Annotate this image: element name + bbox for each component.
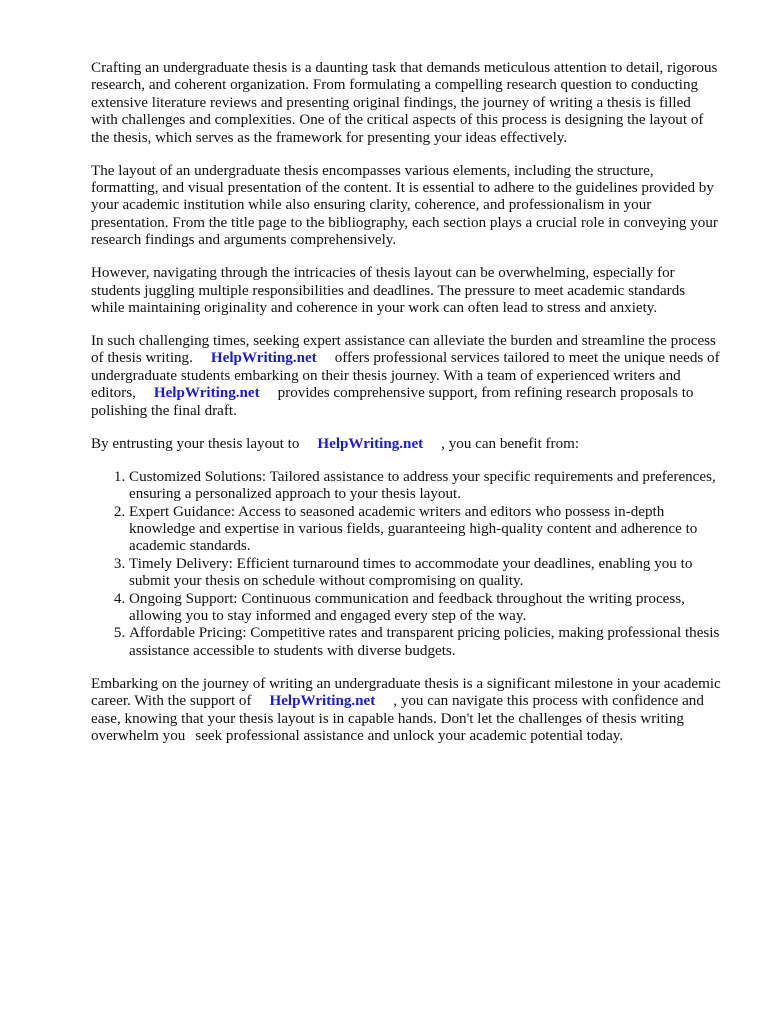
list-item: 2. Expert Guidance: Access to seasoned academic writers and editors who possess in-depth knowledge and expertise in various fields, guaranteeing high-quality content and adherence to academic standards. [129,504,721,556]
benefits-intro-text-1: By entrusting your thesis layout to [91,435,300,452]
helpwriting-link[interactable]: HelpWriting.net [210,350,317,367]
document-page [91,60,721,761]
intro-paragraph: Crafting an undergraduate thesis is a daunting task that demands meticulous attention to detail, rigorous research, and coherent organization. From formulating a compelling research question to conducting extensive literature reviews and presenting original findings, the journey of writing a thesis is filled with challenges and complexities. One of the critical aspects of this process is designing the layout of the thesis, which serves as the framework for presenting your ideas effectively. [91,60,718,146]
benefits-list [91,469,721,660]
assistance-text-3: provides comprehensive support, from refining research proposals to polishing the final draft. [91,385,694,419]
conclusion-text-3: seek professional assistance and unlock your academic potential today. [195,727,624,744]
list-item: 3. Timely Delivery: Efficient turnaround times to accommodate your deadlines, enabling you to submit your thesis on schedule without compromising on quality. [129,556,721,591]
helpwriting-link[interactable]: HelpWriting.net [269,693,376,710]
helpwriting-link[interactable]: HelpWriting.net [317,435,424,452]
conclusion-text-2: , you can navigate this process with confidence and ease, knowing that your thesis layout is in capable hands. Don't let the challenges of thesis writing overwhelm you [91,693,704,744]
list-item: 4. Ongoing Support: Continuous communication and feedback throughout the writing process, allowing you to stay informed and engaged every step of the way. [129,591,721,626]
assistance-paragraph [91,333,721,420]
list-item: 5. Affordable Pricing: Competitive rates and transparent pricing policies, making professional thesis assistance accessible to students with diverse budgets. [129,625,721,660]
assistance-text-2: offers professional services tailored to meet the unique needs of undergraduate students embarking on their thesis journey. With a team of experienced writers and editors, [91,350,720,402]
list-item: 1. Customized Solutions: Tailored assistance to address your specific requirements and preferences, ensuring a personalized approach to your thesis layout. [129,469,721,504]
assistance-text-1: In such challenging times, seeking expert assistance can alleviate the burden and streamline the process of thesis writing. [91,333,716,367]
layout-paragraph: The layout of an undergraduate thesis encompasses various elements, including the structure, formatting, and visual presentation of the content. It is essential to adhere to the guidelines provided by your academic institution while also ensuring clarity, coherence, and professionalism in your presentation. From the title page to the bibliography, each section plays a crucial role in conveying your research findings and arguments comprehensively. [91,162,718,249]
benefits-intro-text-2: , you can benefit from: [441,435,580,452]
benefits-intro-paragraph [91,436,721,453]
helpwriting-link[interactable]: HelpWriting.net [153,385,260,402]
challenges-paragraph: However, navigating through the intricacies of thesis layout can be overwhelming, especially for students juggling multiple responsibilities and deadlines. The pressure to meet academic standards while maintaining originality and coherence in your work can often lead to stress and anxiety. [91,265,686,317]
conclusion-text-1: Embarking on the journey of writing an undergraduate thesis is a significant milestone in your academic career. With the support of [91,675,721,710]
conclusion-paragraph [91,676,721,746]
